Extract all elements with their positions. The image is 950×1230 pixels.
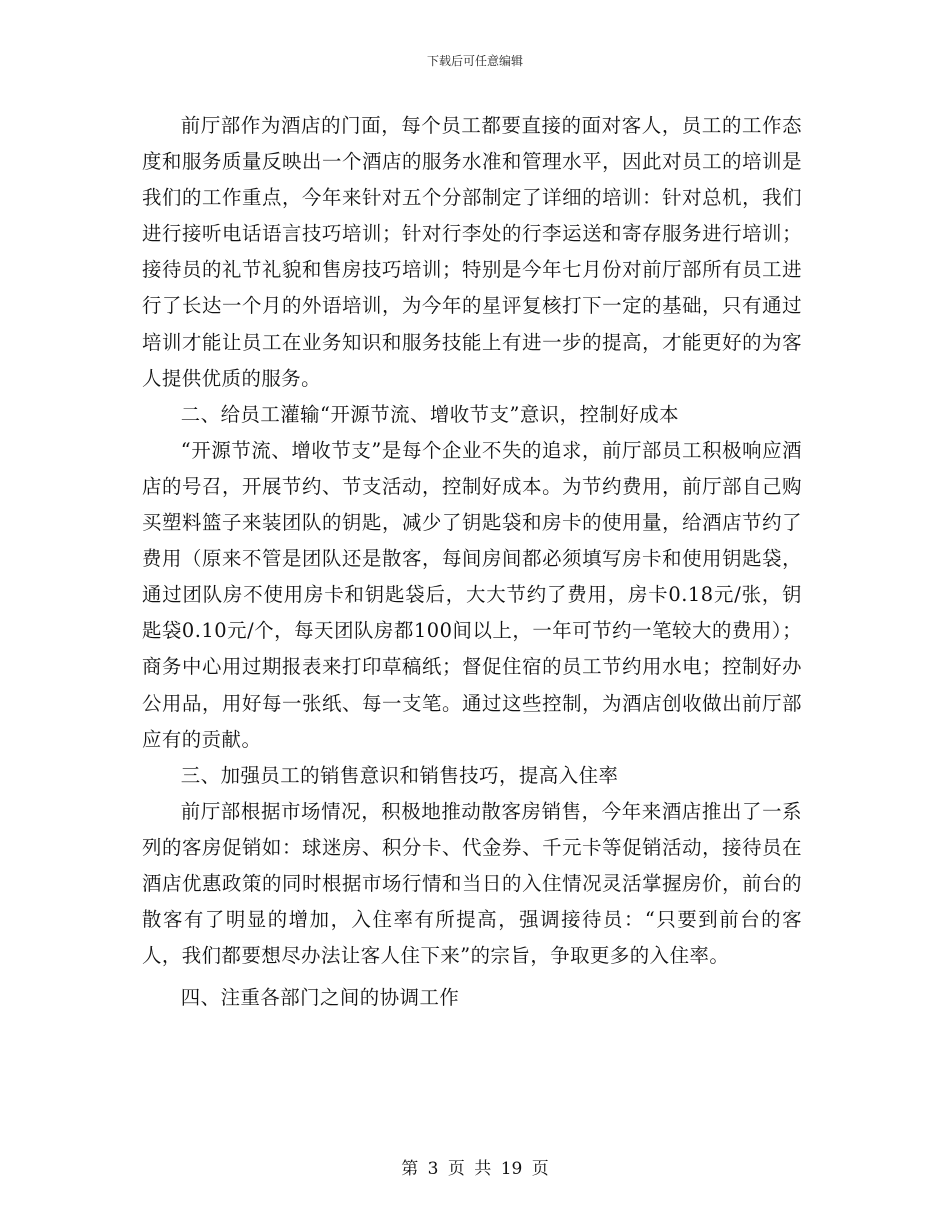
page-footer: 第 3 页 共 19 页 bbox=[401, 1159, 549, 1179]
paragraph-training: 前厅部作为酒店的门面，每个员工都要直接的面对客人，员工的工作态度和服务质量反映出一个酒店的服务水准和管理水平，因此对员工的培训是我们的工作重点，今年来针对五个分部制定了详细的培训：针对总机，我们进行接听电话语言技巧培训；针对行李处的行李运送和寄存服务进行培训；接待员的礼节礼貌和售房技巧培训；特别是今年七月份对前厅部所有员工进行了长达一个月的外语培训，为今年的星评复核打下一定的基础，只有通过培训才能让员工在业务知识和服务技能上有进一步的提高，才能更好的为客人提供优质的服务。 bbox=[142, 114, 802, 390]
paragraph-sales: 前厅部根据市场情况，积极地推动散客房销售，今年来酒店推出了一系列的客房促销如：球迷房、积分卡、代金券、千元卡等促销活动，接待员在酒店优惠政策的同时根据市场行情和当日的入住情况灵活掌握房价，前台的散客有了明显的增加，入住率有所提高，强调接待员：“只要到前台的客人，我们都要想尽办法让客人住下来”的宗旨，争取更多的入住率。 bbox=[142, 799, 802, 968]
heading-cost-control: 二、给员工灌输“开源节流、增收节支”意识，控制好成本 bbox=[180, 402, 679, 426]
heading-coordination: 四、注重各部门之间的协调工作 bbox=[180, 986, 460, 1010]
heading-sales: 三、加强员工的销售意识和销售技巧，提高入住率 bbox=[180, 763, 619, 787]
document-body bbox=[142, 108, 802, 1016]
paragraph-cost-control: “开源节流、增收节支”是每个企业不失的追求，前厅部员工积极响应酒店的号召，开展节约、节支活动，控制好成本。为节约费用，前厅部自己购买塑料篮子来装团队的钥匙，减少了钥匙袋和房卡的使用量，给酒店节约了费用（原来不管是团队还是散客，每间房间都必须填写房卡和使用钥匙袋，通过团队房不使用房卡和钥匙袋后，大大节约了费用，房卡0.18元/张，钥匙袋0.10元/个，每天团队房都100间以上，一年可节约一笔较大的费用）；商务中心用过期报表来打印草稿纸；督促住宿的员工节约用水电；控制好办公用品，用好每一张纸、每一支笔。通过这些控制，为酒店创收做出前厅部应有的贡献。 bbox=[142, 438, 802, 751]
header-note: 下载后可任意编辑 bbox=[426, 54, 523, 68]
